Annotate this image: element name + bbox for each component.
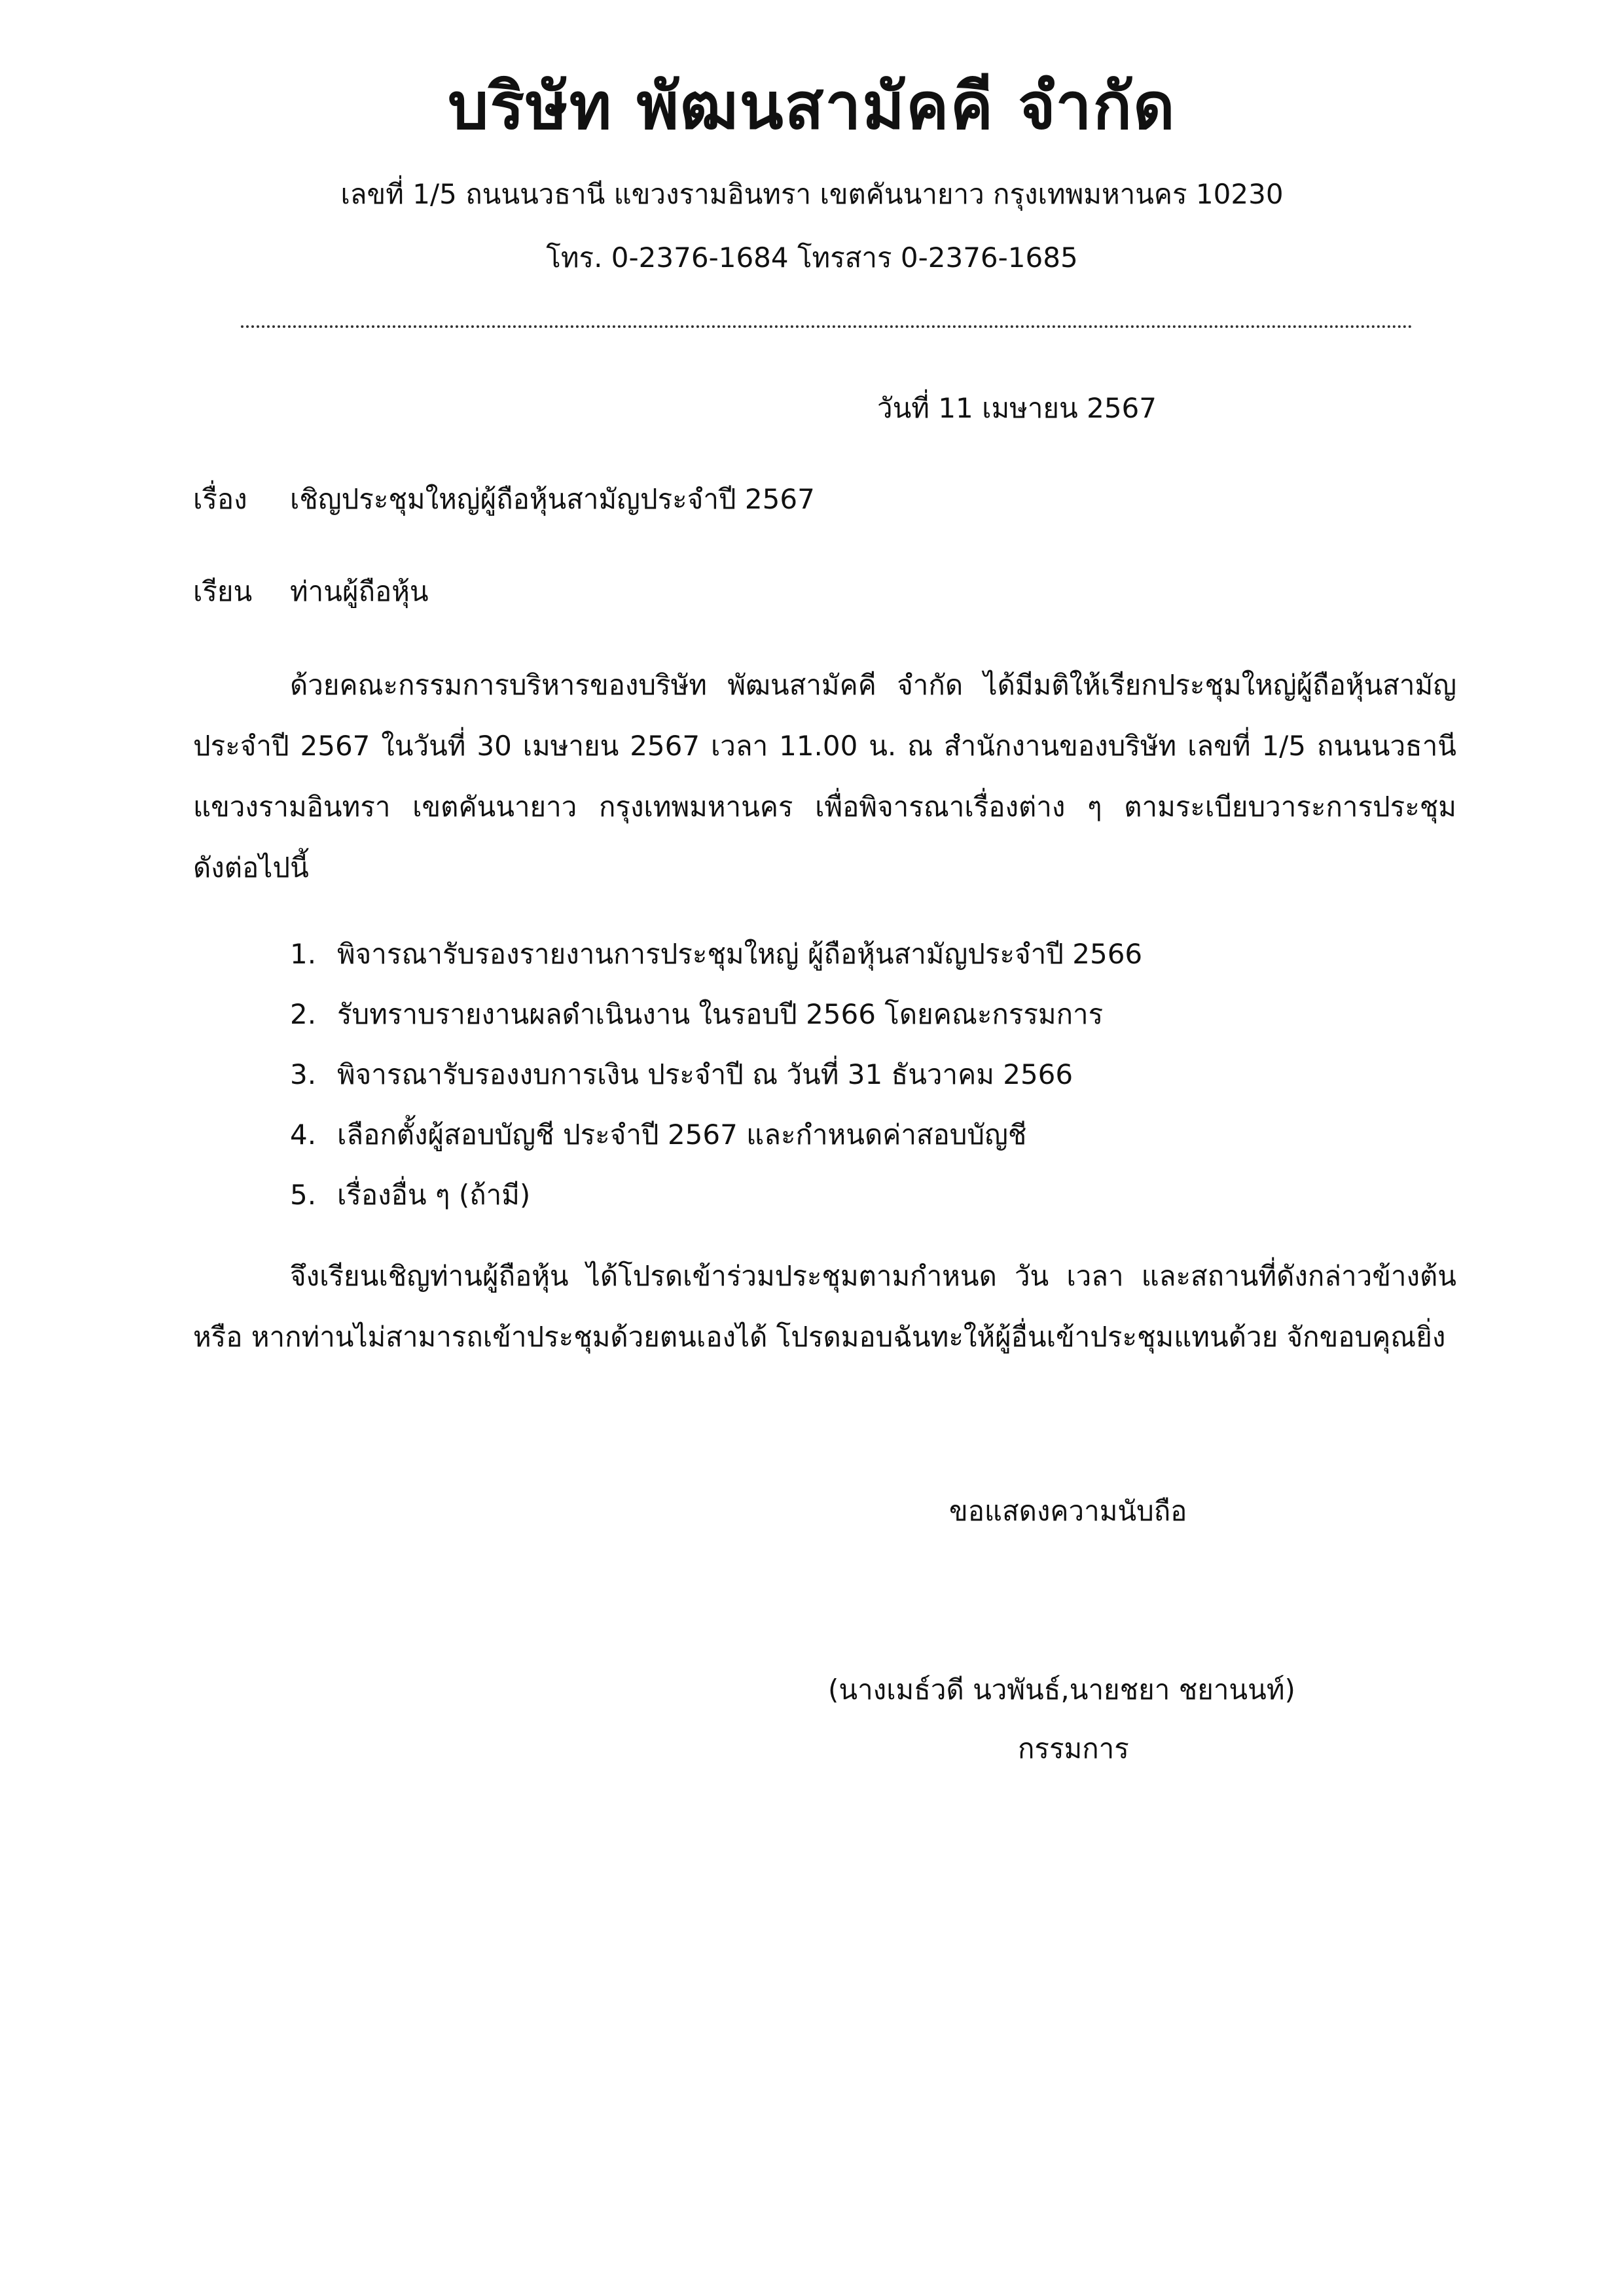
agenda-item [290,1165,1142,1225]
letterhead-divider [241,325,1413,328]
agenda-text: พิจารณารับรองรายงานการประชุมใหญ่ ผู้ถือหุ้นสามัญประจำปี 2566 [337,938,1143,970]
agenda-list [290,924,1142,1225]
closing-salutation: ขอแสดงความนับถือ [949,1495,1187,1527]
agenda-item [290,984,1142,1045]
agenda-text: พิจารณารับรองงบการเงิน ประจำปี ณ วันที่ 31 ธันวาคม 2566 [337,1058,1074,1090]
agenda-text: รับทราบรายงานผลดำเนินงาน ในรอบปี 2566 โดยคณะกรรมการ [337,998,1104,1030]
recipient-text: ท่านผู้ถือหุ้น [290,575,429,607]
body-line: ด้วยคณะกรรมการบริหารของบริษัท พัฒนสามัคคี จำกัด ได้มีมติให้เรียกประชุมใหญ่ผู้ถือหุ้นสามัญ [290,669,1456,701]
body-line: แขวงรามอินทรา เขตคันนายาว กรุงเทพมหานคร เพื่อพิจารณาเรื่องต่าง ๆ ตามระเบียบวาระการประชุม [193,791,1456,823]
agenda-number: 1. [290,938,317,970]
agenda-number: 3. [290,1058,317,1090]
recipient-label: เรียน [193,575,253,607]
agenda-number: 4. [290,1119,317,1151]
agenda-number: 5. [290,1179,317,1211]
company-address: เลขที่ 1/5 ถนนนวธานี แขวงรามอินทรา เขตคันนายาว กรุงเทพมหานคร 10230 [340,178,1284,210]
subject-label: เรื่อง [193,483,247,515]
letter-date: วันที่ 11 เมษายน 2567 [877,392,1157,424]
subject-text: เชิญประชุมใหญ่ผู้ถือหุ้นสามัญประจำปี 2567 [290,483,815,515]
body-line: จึงเรียนเชิญท่านผู้ถือหุ้น ได้โปรดเข้าร่วมประชุมตามกำหนด วัน เวลา และสถานที่ดังกล่าวข้างต้น [290,1260,1456,1292]
signatory-position: กรรมการ [1018,1732,1129,1765]
agenda-item [290,924,1142,984]
agenda-number: 2. [290,998,317,1030]
agenda-item [290,1045,1142,1105]
body-paragraph-1 [193,655,1456,898]
company-name: บริษัท พัฒนสามัคคี จำกัด [448,69,1176,144]
body-paragraph-2 [193,1246,1456,1367]
agenda-text: เรื่องอื่น ๆ (ถ้ามี) [337,1179,531,1211]
subject-row [193,482,815,518]
body-line: ดังต่อไปนี้ [193,852,309,884]
recipient-row [193,574,429,610]
body-line: หรือ หากท่านไม่สามารถเข้าประชุมด้วยตนเองได้ โปรดมอบฉันทะให้ผู้อื่นเข้าประชุมแทนด้วย จักขอบคุณยิ่ง [193,1321,1446,1353]
agenda-text: เลือกตั้งผู้สอบบัญชี ประจำปี 2567 และกำหนดค่าสอบบัญชี [337,1119,1027,1151]
signatory-name: (นางเมธ์วดี นวพันธ์,นายชยา ชยานนท์) [828,1674,1295,1706]
agenda-item [290,1105,1142,1165]
body-line: ประจำปี 2567 ในวันที่ 30 เมษายน 2567 เวลา 11.00 น. ณ สำนักงานของบริษัท เลขที่ 1/5 ถนนนวธานี [193,730,1456,762]
company-phone: โทร. 0-2376-1684 โทรสาร 0-2376-1685 [546,242,1078,274]
